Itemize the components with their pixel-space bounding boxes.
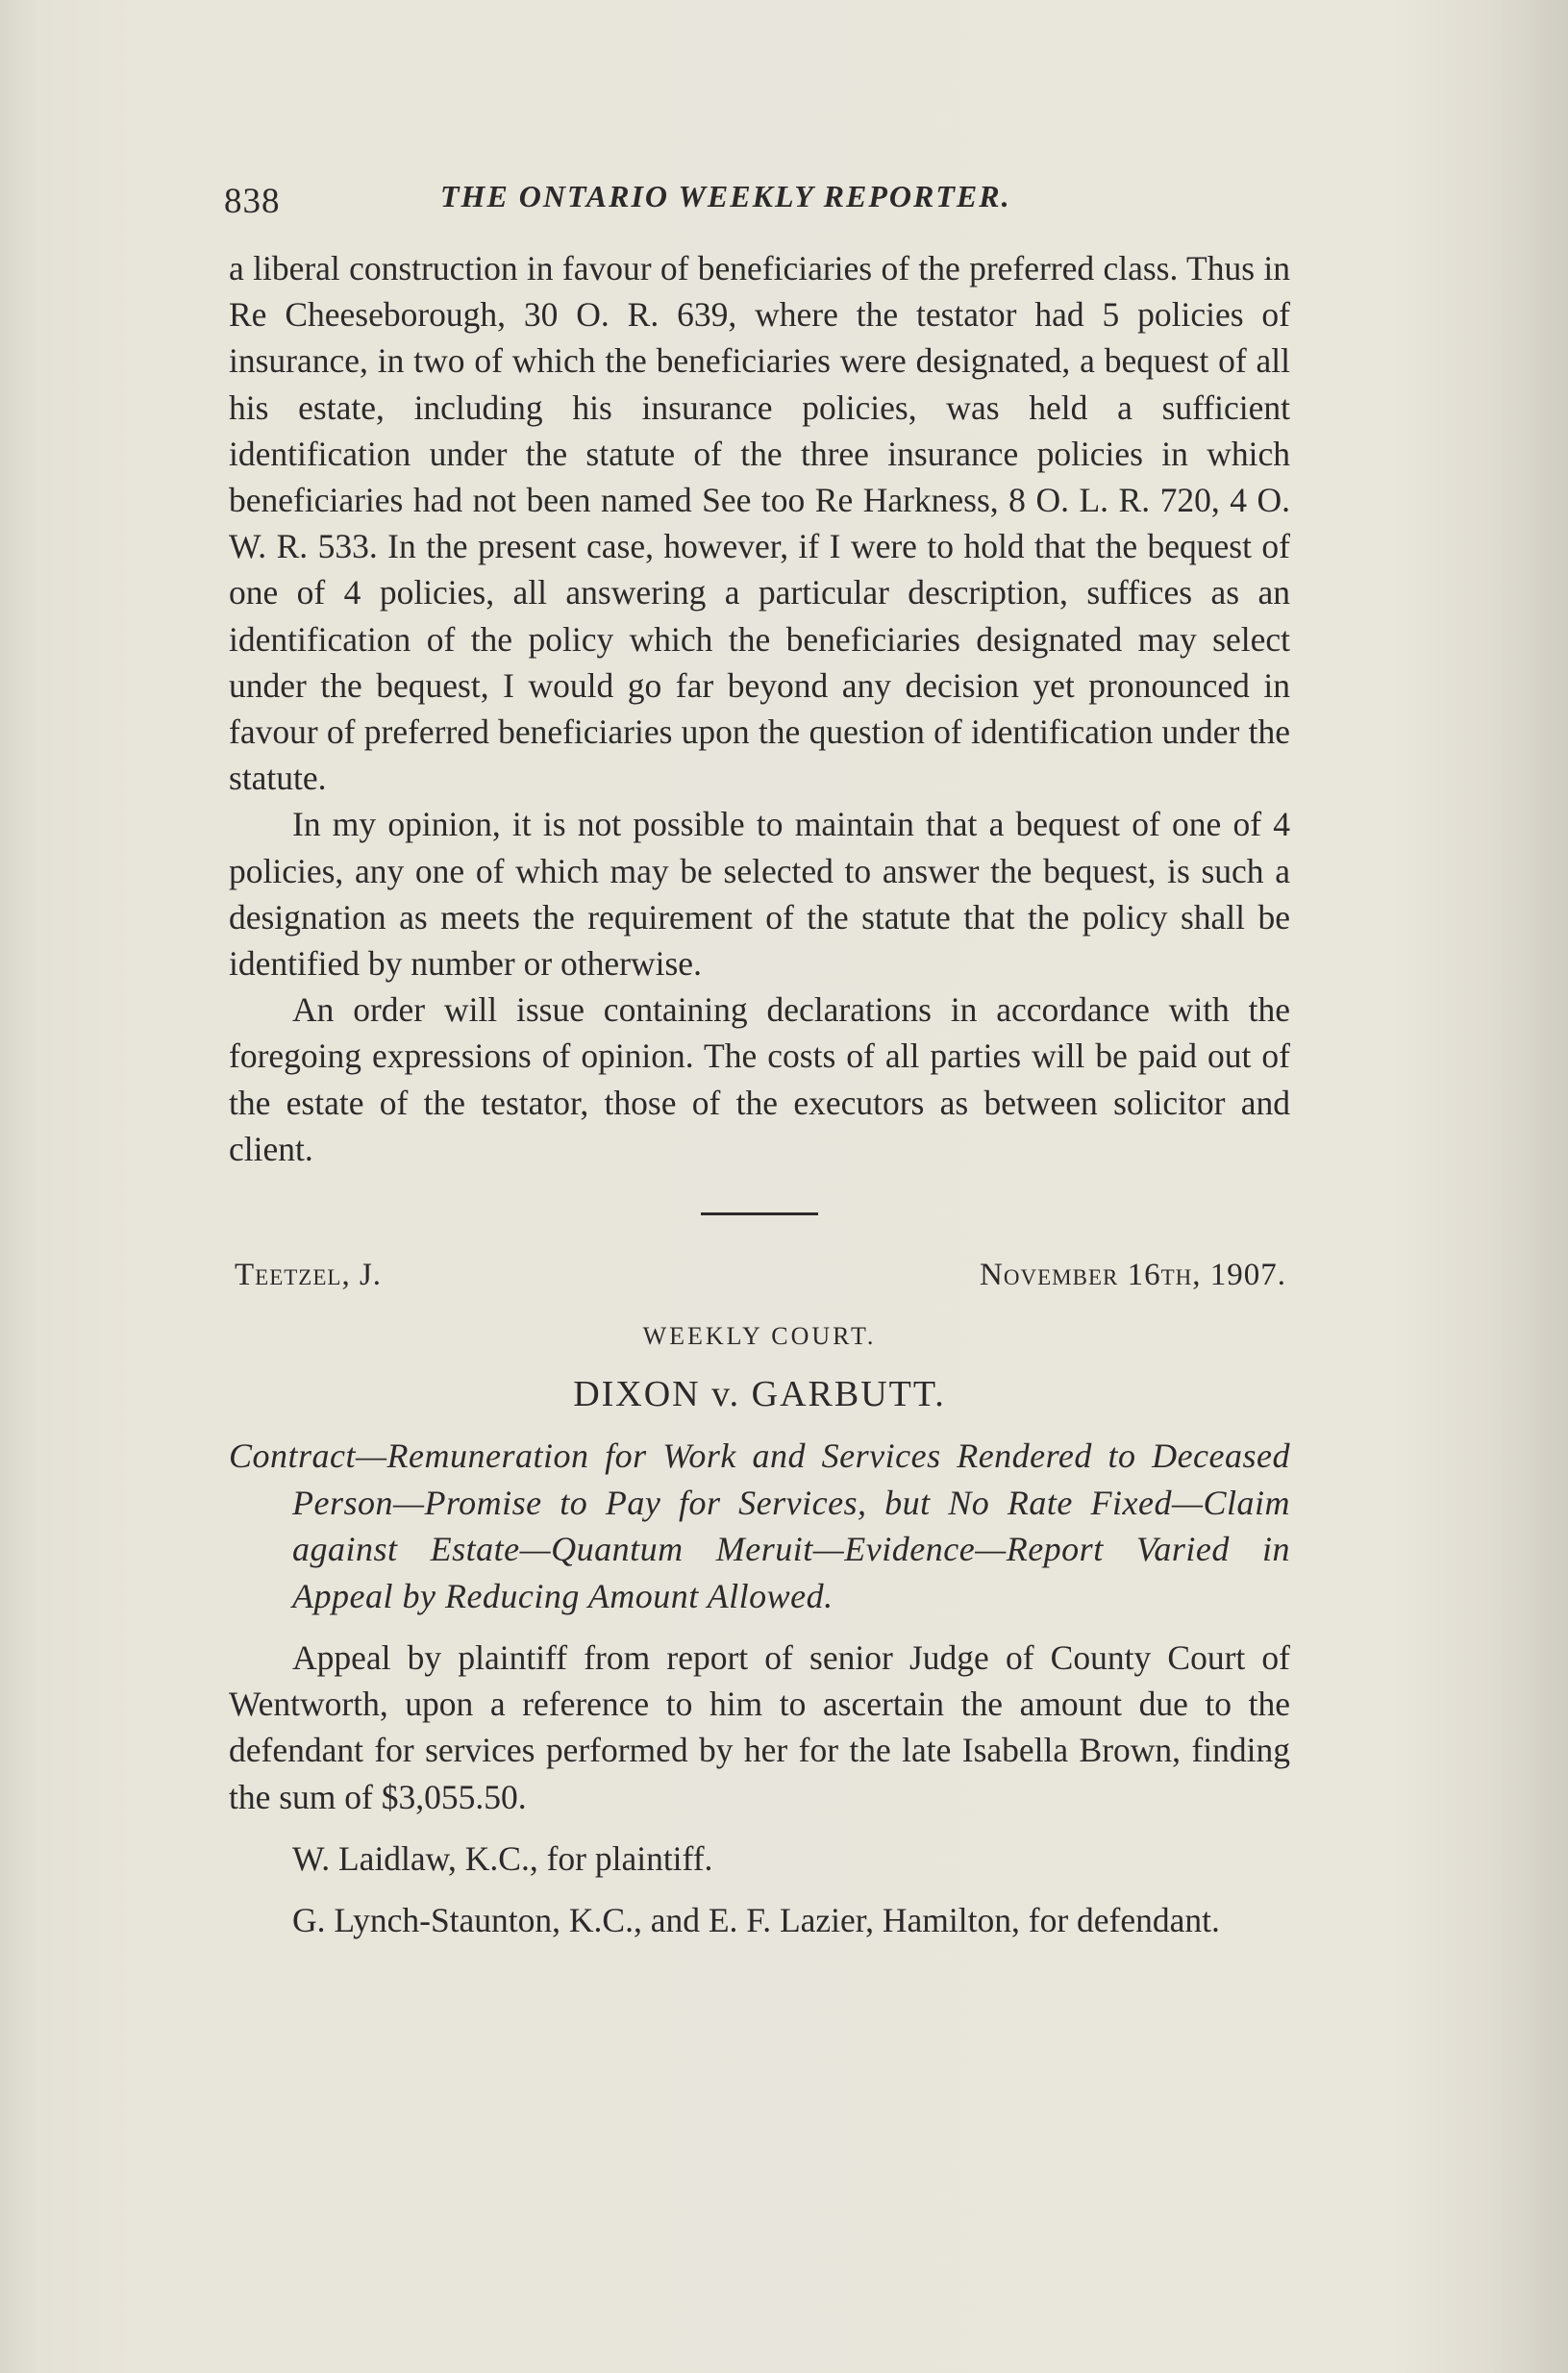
section-divider [701,1212,818,1215]
opinion-paragraph-3: An order will issue containing declarations in accordance with the foregoing expressions of opinion. The costs of all parties will be paid out of the estate of the testator, those of the executors as between solicitor and client. [229,990,1290,1168]
judge-name: Teetzel, J. [235,1258,383,1293]
opinion-paragraph-1: a liberal construction in favour of beneficiaries of the preferred class. Thus in Re Cheeseborough, 30 O. R. 639, where the testator had 5 policies of insurance, in two of which the beneficiaries were designated, a bequest of all his estate, including his insurance policies, was held a sufficient identification under the statute of the three insurance policies in which beneficiaries had not been named See too Re Harkness, 8 O. L. R. 720, 4 O. W. R. 533. In the present case, however, if I were to hold that the bequest of one of 4 policies, all answering a particular description, suffices as an identification of the policy which the beneficiaries designated may select under the bequest, I would go far beyond any decision yet pronounced in favour of preferred beneficiaries upon the question of identification under the statute. [229,249,1290,798]
counsel-defendant: G. Lynch-Staunton, K.C., and E. F. Lazier, Hamilton, for defendant. [292,1901,1220,1940]
page-header [224,173,1293,231]
page-body [229,245,1290,1943]
judge-date-line [229,1252,1290,1298]
counsel-plaintiff: W. Laidlaw, K.C., for plaintiff. [292,1838,713,1878]
appeal-paragraph: Appeal by plaintiff from report of senior Judge of County Court of Wentworth, upon a reference to him to ascertain the amount due to the defendant for services performed by her for the late Isabella Brown, finding the sum of $3,055.50. [229,1638,1290,1816]
case-title: DIXON v. GARBUTT. [573,1374,946,1415]
page-number: 838 [224,182,281,221]
headnote: Contract—Remuneration for Work and Services Rendered to Deceased Person—Promise to Pay for Services, but No Rate Fixed—Claim against Estate—Quantum Meruit—Evidence—Report Varied in Appeal by Reducing Amount Allowed. [229,1436,1290,1615]
running-head: THE ONTARIO WEEKLY REPORTER. [440,179,1011,213]
court-name: WEEKLY COURT. [642,1322,877,1351]
decision-date: November 16th, 1907. [980,1258,1286,1293]
opinion-paragraph-2: In my opinion, it is not possible to maintain that a bequest of one of 4 policies, any one of which may be selected to answer the bequest, is such a designation as meets the requirement of the statute that the policy shall be identified by number or otherwise. [229,805,1290,984]
